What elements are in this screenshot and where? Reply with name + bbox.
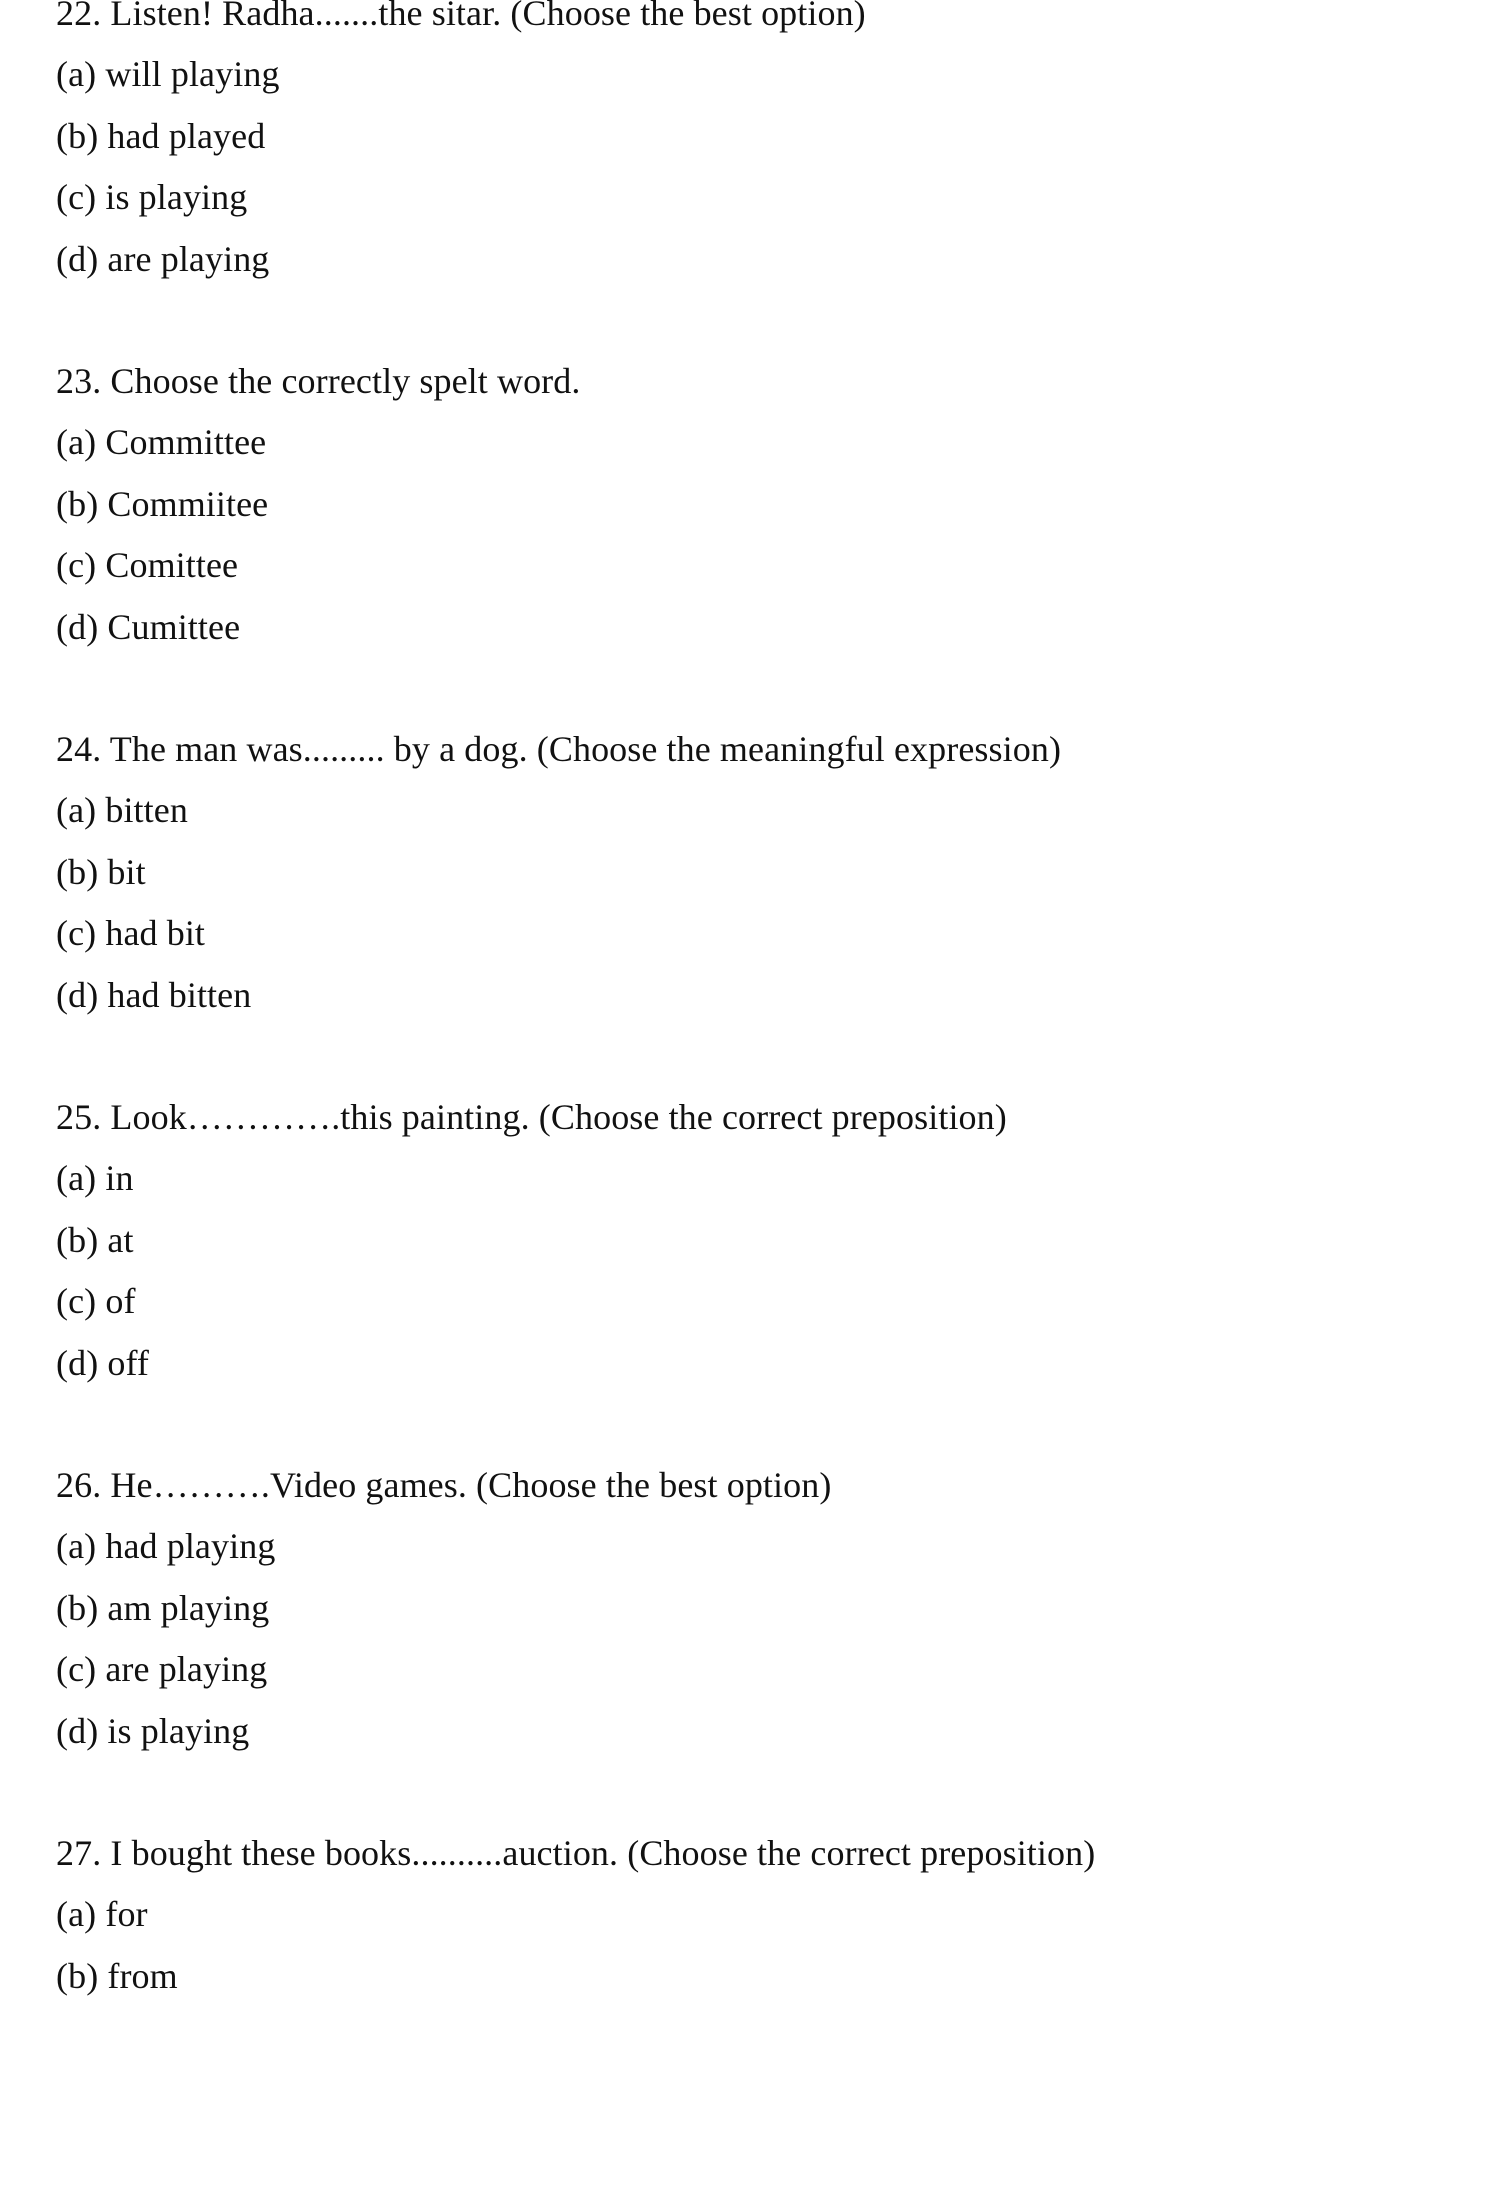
option-b: (b) bit — [56, 851, 146, 892]
worksheet-page — [56, 0, 1476, 2191]
option-d: (d) are playing — [56, 238, 270, 279]
question-stem: 26. He……….Video games. (Choose the best option) — [56, 1465, 832, 1505]
option-b: (b) am playing — [56, 1587, 270, 1628]
option-c: (c) Comittee — [56, 545, 239, 586]
option-a: (a) in — [56, 1158, 134, 1199]
option-d: (d) Cumittee — [56, 606, 241, 647]
option-a: (a) will playing — [56, 54, 280, 95]
option-c: (c) is playing — [56, 177, 248, 218]
option-d: (d) off — [56, 1342, 150, 1383]
option-a: (a) bitten — [56, 790, 188, 831]
option-c: (c) are playing — [56, 1649, 268, 1690]
question-stem: 25. Look………….this painting. (Choose the correct preposition) — [56, 1097, 1007, 1137]
question-stem: 22. Listen! Radha.......the sitar. (Choose the best option) — [56, 0, 866, 33]
option-a: (a) had playing — [56, 1526, 276, 1567]
option-b: (b) at — [56, 1219, 134, 1260]
question-23 — [56, 351, 1476, 719]
question-25 — [56, 1087, 1476, 1455]
option-b: (b) Commiitee — [56, 483, 269, 524]
option-c: (c) had bit — [56, 913, 206, 954]
question-27 — [56, 1823, 1476, 2191]
question-stem: 27. I bought these books..........auction. (Choose the correct preposition) — [56, 1833, 1096, 1873]
question-26 — [56, 1455, 1476, 1823]
option-d: (d) had bitten — [56, 974, 252, 1015]
option-c: (c) of — [56, 1281, 136, 1322]
question-22 — [56, 0, 1476, 351]
question-24 — [56, 719, 1476, 1087]
option-a: (a) Committee — [56, 422, 267, 463]
question-stem: 23. Choose the correctly spelt word. — [56, 361, 581, 401]
question-stem: 24. The man was......... by a dog. (Choose the meaningful expression) — [56, 729, 1062, 769]
option-b: (b) from — [56, 1955, 178, 1996]
option-d: (d) is playing — [56, 1710, 250, 1751]
option-a: (a) for — [56, 1894, 148, 1935]
option-b: (b) had played — [56, 115, 266, 156]
